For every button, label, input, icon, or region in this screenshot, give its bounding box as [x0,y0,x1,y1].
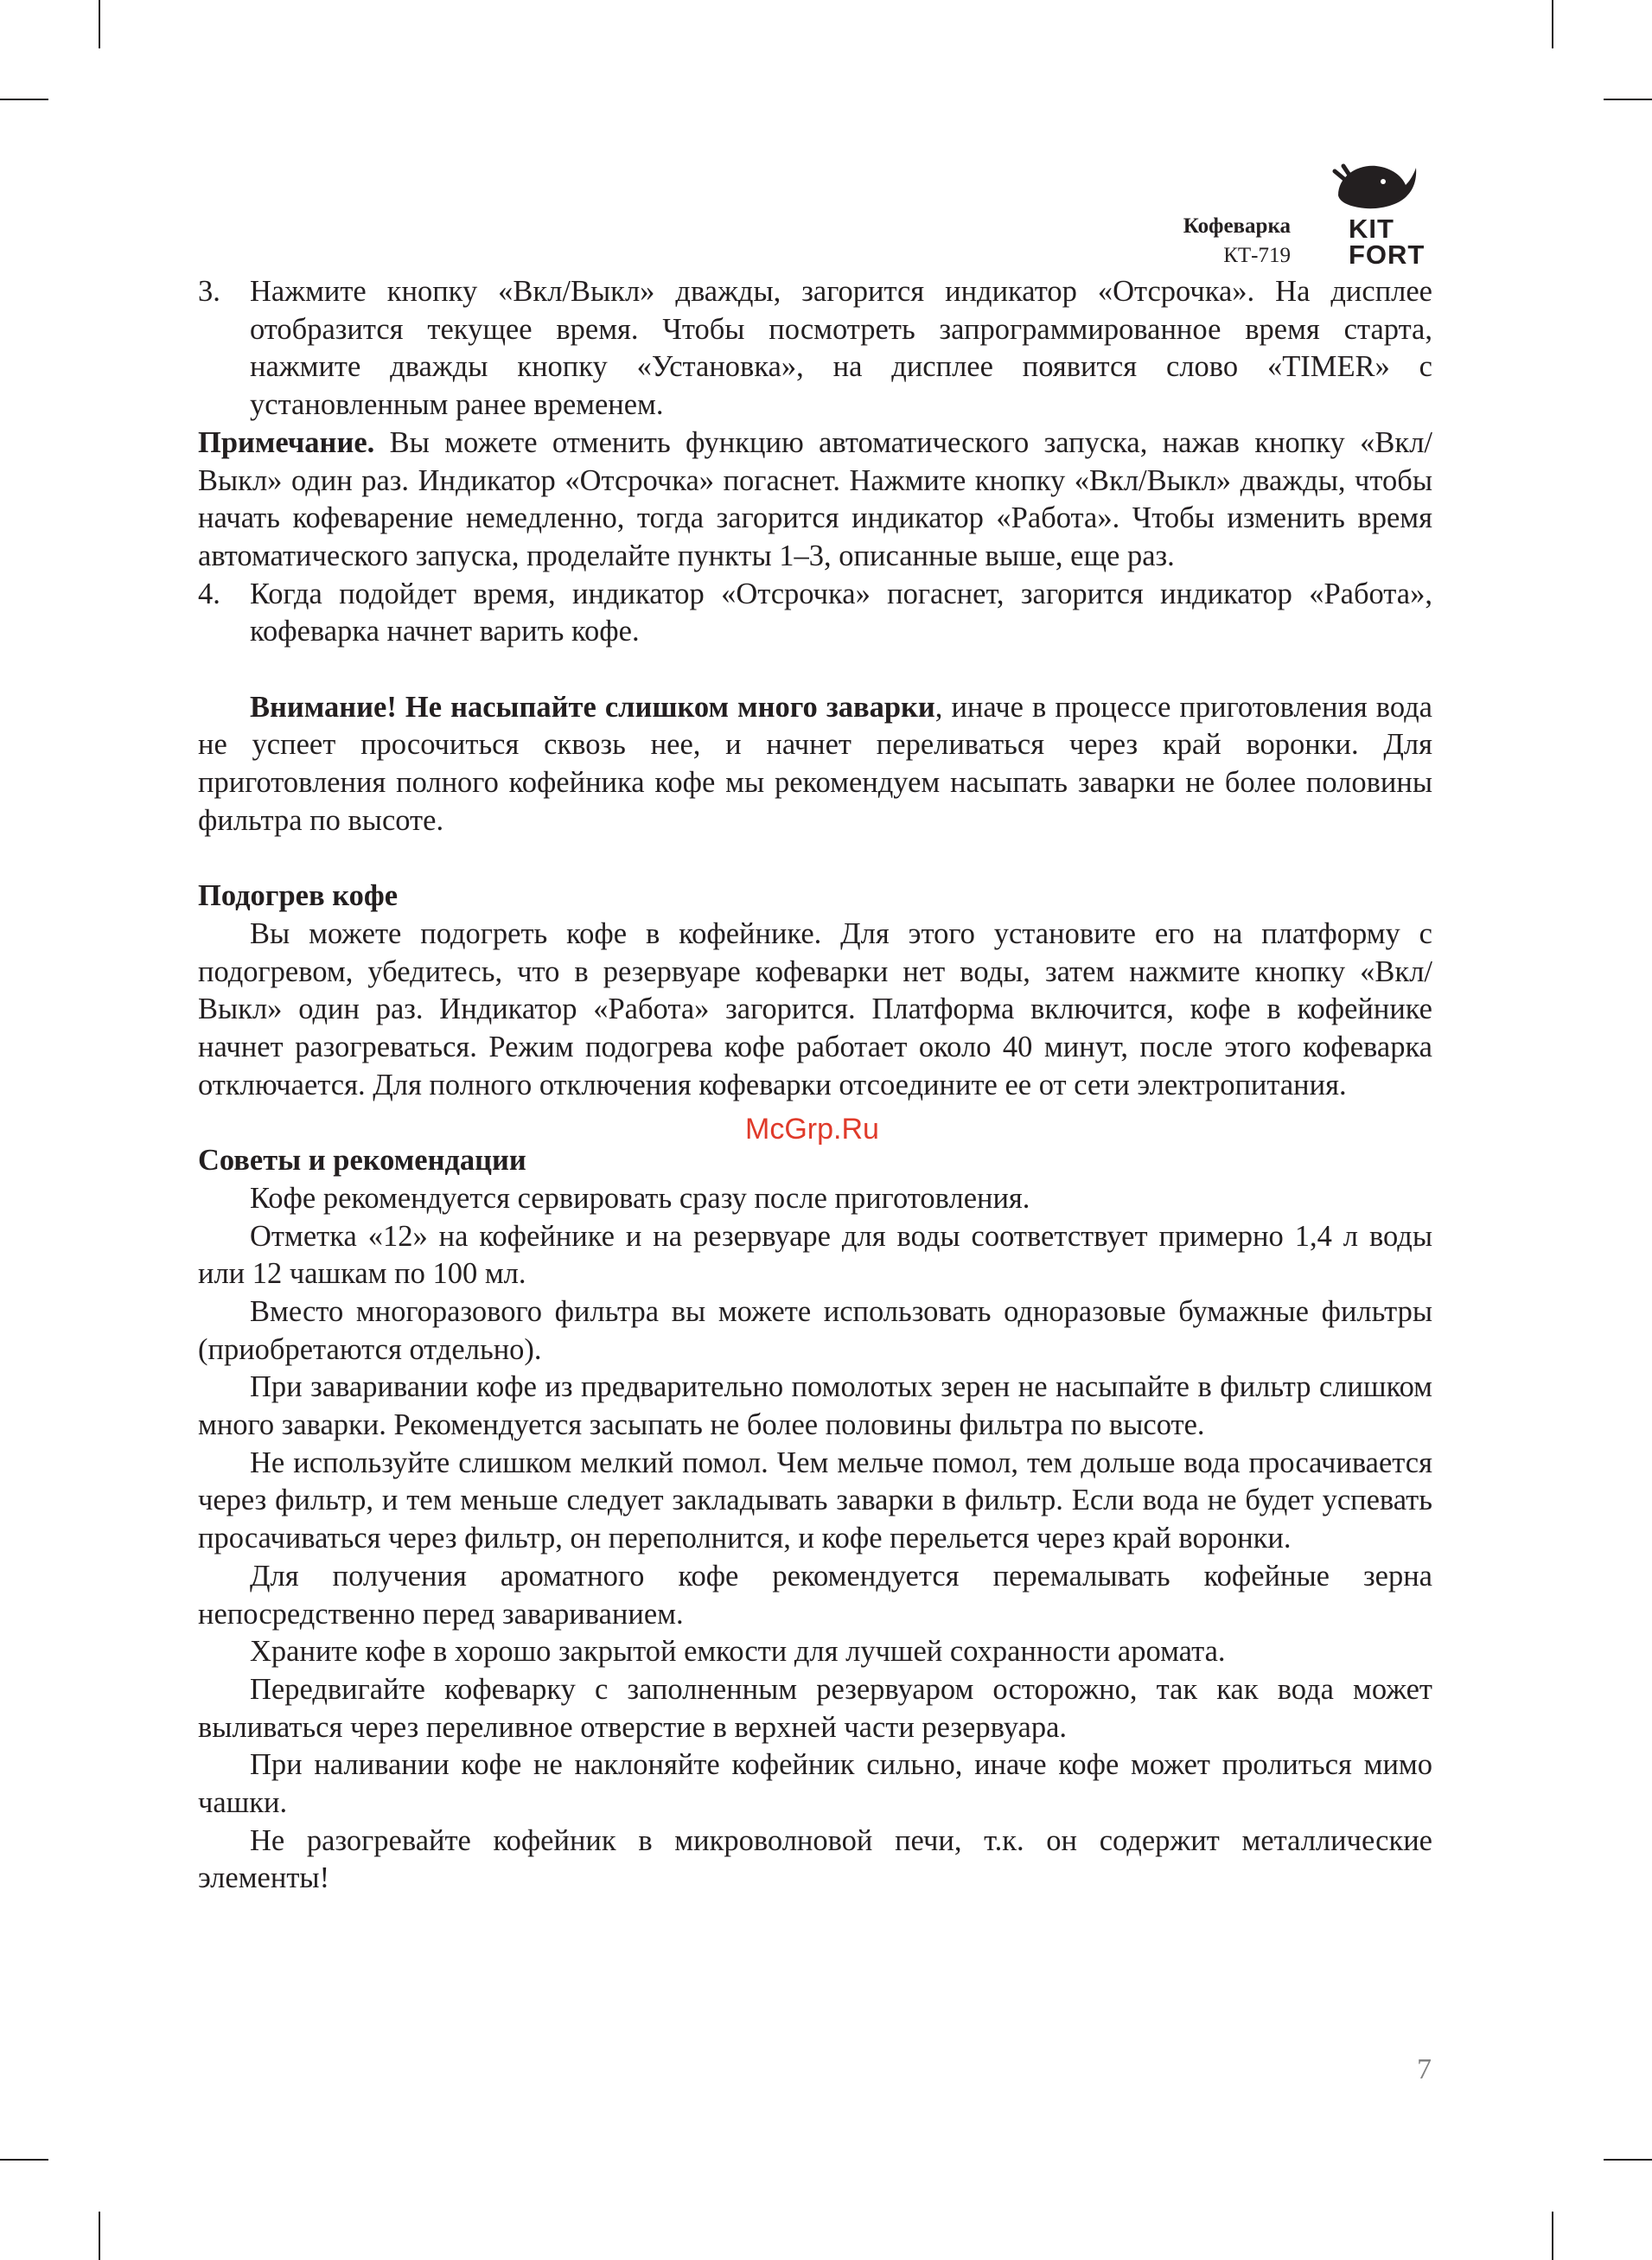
list-number: 4. [198,577,220,610]
logo-text-fort: FORT [1349,239,1426,270]
tip-paragraph: Для получения ароматного кофе рекомендуется перемалывать кофейные зерна непосредственно перед завариванием. [198,1559,1432,1631]
document-title: Кофеварка [1183,214,1291,238]
section-heading: Советы и рекомендации [198,1144,526,1178]
crop-mark [1604,99,1652,100]
list-text: Нажмите кнопку «Вкл/Выкл» дважды, загорится индикатор «Отсрочка». На дисплее отобразится текущее время. Чтобы посмотреть запрограммированное время старта, нажмите дважды кнопку «Установка», на дисплее появится слово «TIMER» с установленным ранее временем. [250,275,1432,422]
section-heading: Подогрев кофе [198,879,399,913]
logo-text-kit: KIT [1349,214,1394,244]
whale-plug-icon [1331,161,1418,213]
tip-paragraph: При заваривании кофе из предварительно помолотых зерен не насыпайте в фильтр слишком много заварки. Рекомендуется засыпать не более половины фильтра по высоте. [198,1370,1432,1442]
warning-text: , иначе в процессе приготовления вода не успеет просочиться сквозь нее, и начнет переливаться через край воронки. Для приготовления полного кофейника кофе мы рекомендуем насыпать заварки не более половины фильтра по высоте. [198,690,1432,837]
crop-mark [1552,2212,1553,2260]
watermark: McGrp.Ru [745,1113,879,1146]
note-paragraph [198,425,1432,576]
list-text: Когда подойдет время, индикатор «Отсрочка» погаснет, загорится индикатор «Работа», кофеварка начнет варить кофе. [250,577,1432,648]
list-number: 3. [198,275,220,308]
kitfort-logo [1314,161,1437,273]
crop-mark [1552,0,1553,48]
crop-mark [0,99,48,100]
warning-bold: Внимание! Не насыпайте слишком много заварки [250,690,935,724]
model-number: КТ-719 [1223,244,1291,267]
tip-paragraph: Кофе рекомендуется сервировать сразу после приготовления. [250,1181,1030,1215]
warning-paragraph [198,689,1432,840]
crop-mark [99,2212,100,2260]
crop-mark [0,2159,48,2161]
list-item [198,273,1432,425]
page-number: 7 [1417,2053,1432,2085]
tip-paragraph: Не используйте слишком мелкий помол. Чем мельче помол, тем дольше вода просачивается через фильтр, и тем меньше следует закладывать заварки в фильтр. Если вода не будет успевать просачиваться через фильтр, он переполнится, и кофе перельется через край воронки. [198,1446,1432,1555]
crop-mark [99,0,100,48]
document-body [198,273,1432,1898]
tip-paragraph: Не разогревайте кофейник в микроволновой печи, т.к. он содержит металлические элементы! [198,1823,1432,1895]
tip-paragraph: Вместо многоразового фильтра вы можете использовать одноразовые бумажные фильтры (приобретаются отдельно). [198,1294,1432,1366]
tip-paragraph: Отметка «12» на кофейнике и на резервуаре для воды соответствует примерно 1,4 л воды или 12 чашкам по 100 мл. [198,1219,1432,1291]
tip-paragraph: Храните кофе в хорошо закрытой емкости для лучшей сохранности аромата. [250,1635,1226,1669]
heating-paragraph: Вы можете подогреть кофе в кофейнике. Для этого установите его на платформу с подогревом, убедитесь, что в резервуаре кофеварки нет воды, затем нажмите кнопку «Вкл/Выкл» один раз. Индикатор «Работа» загорится. Платформа включится, кофе в кофейнике начнет разогреваться. Режим подогрева кофе работает около 40 минут, после этого кофеварка отключается. Для полного отключения кофеварки отсоедините ее от сети электропитания. [198,916,1432,1101]
tip-paragraph: Передвигайте кофеварку с заполненным резервуаром осторожно, так как вода может выливаться через переливное отверстие в верхней части резервуара. [198,1672,1432,1744]
crop-mark [1604,2159,1652,2161]
note-text: Вы можете отменить функцию автоматического запуска, нажав кнопку «Вкл/Выкл» один раз. Индикатор «Отсрочка» погаснет. Нажмите кнопку «Вкл/Выкл» дважды, чтобы начать кофеварение немедленно, тогда загорится индикатор «Работа». Чтобы изменить время автоматического запуска, проделайте пункты 1–3, описанные выше, еще раз. [198,425,1432,572]
note-label: Примечание. [198,425,375,459]
list-item [198,576,1432,651]
tip-paragraph: При наливании кофе не наклоняйте кофейник сильно, иначе кофе может пролиться мимо чашки. [198,1748,1432,1820]
